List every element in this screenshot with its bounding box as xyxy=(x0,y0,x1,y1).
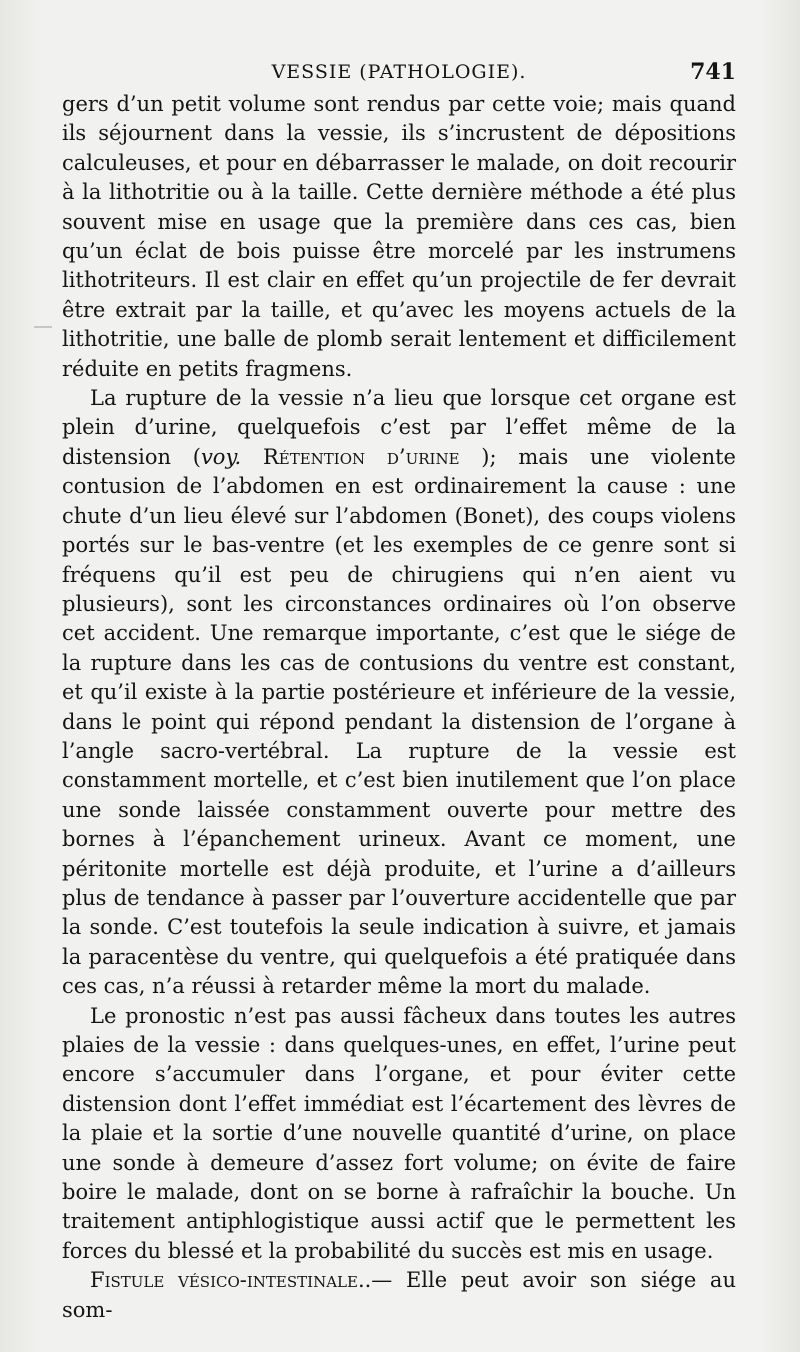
paragraph-2 xyxy=(62,384,736,1002)
margin-mark xyxy=(34,326,52,328)
paragraph-4-text: .— Elle peut avoir son siége au som- xyxy=(62,1268,736,1322)
voy-abbrev: voy. xyxy=(200,444,242,469)
paragraph-3: Le pronostic n’est pas aussi fâcheux dans toutes les autres plaies de la vessie : dans quelques-unes, en effet, l’urine peut encore s’accumuler dans l’organe, et pour éviter cette distension dont l’effet immédiat est l’écartement des lèvres de la plaie et la sortie d’une nouvelle quantité d’urine, on place une sonde à demeure d’assez fort volume; on évite de faire boire le malade, dont on se borne à rafraîchir la bouche. Un traitement antiphlogistique aussi actif que le permettent les forces du blessé et la probabilité du succès est mis en usage. xyxy=(62,1003,736,1263)
running-title: VESSIE (PATHOLOGIE). xyxy=(271,61,527,83)
body-text xyxy=(62,90,736,1325)
paragraph-2-text-end: ); mais une violente contusion de l’abdomen en est ordinairement la cause : une chute d’un lieu élevé sur l’abdomen (Bonet), des coups violens portés sur le bas-ventre (et les exemples de ce genre sont si fréquens qu’il est peu de chirugiens qui n’en aient vu plusieurs), sont les circonstances ordinaires où l’on observe cet accident. Une remarque importante, c’est que le siége de la rupture dans les cas de contusions du ventre est constant, et qu’il existe à la partie postérieure et inférieure de la vessie, dans le point qui répond pendant la distension de l’organe à l’angle sacro-vertébral. La rupture de la vessie est constamment mortelle, et c’est bien inutilement que l’on place une sonde laissée constamment ouverte pour mettre des bornes à l’épanchement urineux. Avant ce moment, une péritonite mortelle est déjà produite, et l’urine a d’ailleurs plus de tendance à passer par l’ouverture accidentelle que par la sonde. C’est toutefois la seule indication à suivre, et jamais la paracentèse du ventre, qui quelquefois a été pratiquée dans ces cas, n’a réussi à retarder même la mort du malade. xyxy=(62,444,736,999)
page-header xyxy=(62,54,736,90)
section-heading: Fistule vésico-intestinale. xyxy=(90,1268,365,1293)
paragraph-2-text-start: La rupture de la vessie n’a lieu que lorsque cet organe est plein d’urine, quelquefois c’est par l’effet même de la distension ( xyxy=(62,386,736,469)
cross-reference: Rétention d’urine xyxy=(262,444,460,469)
page-number: 741 xyxy=(690,59,736,85)
paragraph-1: gers d’un petit volume sont rendus par cette voie; mais quand ils séjournent dans la vessie, ils s’incrustent de dépositions calculeuses, et pour en débarrasser le malade, on doit recourir à la lithotritie ou à la taille. Cette dernière méthode a été plus souvent mise en usage que la première dans ces cas, bien qu’un éclat de bois puisse être morcelé par les instrumens lithotriteurs. Il est clair en effet qu’un projectile de fer devrait être extrait par la taille, et qu’avec les moyens actuels de la lithotritie, une balle de plomb serait lentement et difficilement réduite en petits fragmens. xyxy=(62,92,736,381)
paragraph-4 xyxy=(62,1266,736,1325)
